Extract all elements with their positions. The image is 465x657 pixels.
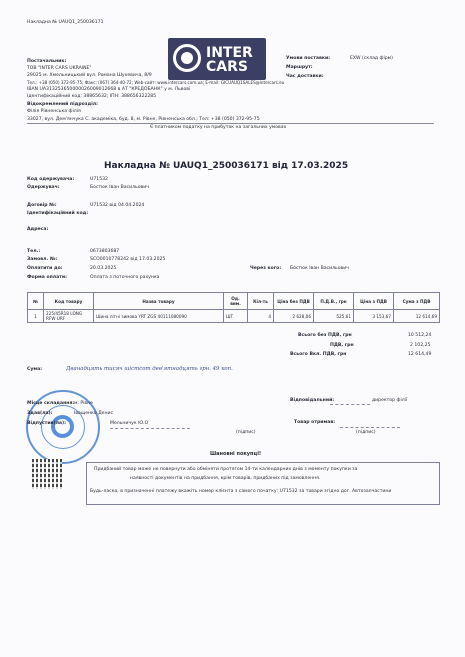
table-row: [28, 310, 440, 323]
row-qty: 4: [248, 310, 274, 323]
supplier-label: Постачальник:: [27, 59, 67, 64]
delivery-terms-value: EXW (склад фірм): [350, 56, 393, 61]
sum-words-label: Сума:: [27, 367, 43, 372]
branch-name: Філія Рівненська філія: [27, 109, 81, 114]
notice-line3: Будь-ласка, в призначенні платежу вкажіть номер клієнта з самого початку: U71532 за товари згідно дог. Автозапчастини: [90, 489, 392, 494]
col-sum-header: Сума з ПДВ: [394, 293, 440, 310]
col-qty-header: Кіл-ть: [248, 293, 274, 310]
supplier-address: 29025 м. Хмельницький вул. Романа Шухевича, 8/9: [27, 73, 152, 78]
branch-address: 33027, вул. Дем'янчука С. академіка, буд. 8, м. Рівне, Рівненська обл.; Тел: +38 (050) 372-95-75: [27, 117, 260, 122]
phone-value: 0673803687: [90, 249, 120, 254]
released-sign-caption: (підпис): [236, 430, 256, 435]
items-table: [27, 292, 440, 323]
responsible-label: Відповідальний:: [290, 398, 335, 403]
tax-note: Є платником податку на прибуток на загальних умовах: [150, 125, 287, 130]
responsible-value: директор філії: [372, 398, 408, 403]
row-sum: 12 614,69: [394, 310, 440, 323]
row-unit: ШТ: [224, 310, 248, 323]
row-vat: 525,61: [314, 310, 354, 323]
released-label: Відпустив(ла):: [27, 421, 66, 426]
goods-received-sign-line: [340, 427, 400, 428]
intercars-logo: [168, 38, 266, 80]
total-gross-value: 12 614,49: [408, 352, 432, 357]
notice-title: Шановні покупці!: [210, 451, 262, 457]
contract-label: Договір №:: [27, 203, 57, 208]
notice-line2: наявності документів на придбання, крім товарів, придбаних під замовлення.: [130, 476, 321, 481]
phone-label: Тел.:: [27, 249, 41, 254]
pay-until-value: 20.03.2025: [90, 266, 117, 271]
col-price-gross-header: Ціна з ПДВ: [354, 293, 394, 310]
supplier-ids: Ідентифікаційний код: 38865632; ІПН: 388656322285: [27, 94, 157, 99]
qr-code: [32, 459, 62, 489]
order-value: SCO0010778242 від 17.03.2025: [90, 257, 166, 262]
released-sign-line: [110, 428, 190, 429]
via-value: Бостюк Іван Васильович: [290, 266, 349, 271]
arrival-label: Час доставки:: [286, 74, 324, 79]
supplier-name: ТОВ "INTER CARS UKRAINE": [27, 66, 92, 71]
contract-value: U71532 від 04.04.2024: [90, 203, 145, 208]
handed-value: Іващенко Денис: [74, 411, 114, 416]
total-net-value: 10 512,24: [408, 333, 432, 338]
logo-text-line1: INTER: [206, 45, 253, 61]
issued-place-value: м. Рівне: [74, 401, 93, 406]
total-gross-label: Всього Вкл. ПДВ, грн: [290, 352, 347, 357]
row-code: 225/45R18 LONG RFW URF: [44, 310, 94, 323]
invoice-title: Накладна № UAUQ1_250036171 від 17.03.2025: [104, 161, 349, 171]
supplier-contacts: Тел.: +38 (050) 372-95-75; Факс: (067) 364-40-72; Web-сайт: www.intercars.com.ua; E-mail: GICUAUQ1SALES@intercars.eu: [27, 80, 285, 85]
header-divider: [27, 123, 434, 124]
total-net-label: Всього без ПДВ, грн: [298, 333, 352, 338]
supplier-iban: IBAN UA313253650000026009012668 в АТ "КРЕДОБАНК" у м. Львові: [27, 87, 191, 92]
idcode-label: Ідентифікаційний код:: [27, 211, 89, 216]
header-reference: Накладна № UAUQ1_250036171: [27, 20, 104, 25]
branch-label: Відокремлений підрозділ:: [27, 102, 98, 107]
total-vat-value: 2 102,25: [410, 343, 431, 348]
goods-received-label: Товар отримав:: [294, 420, 336, 425]
pay-until-label: Оплатити до:: [27, 266, 63, 271]
customer-code-value: U71532: [90, 177, 108, 182]
table-header-row: [28, 293, 440, 310]
customer-name-label: Одержувач:: [27, 185, 60, 190]
sum-words-value: Дванадцять тисяч шістсот дев'ятнадцять грн. 49 коп.: [66, 366, 233, 372]
logo-mark-icon: [173, 44, 201, 72]
responsible-sign-line: [330, 404, 370, 405]
notice-line1: Придбаний товар може не повернути або обміняти протягом 14-ти календарних днів з моменту покупки за: [94, 467, 358, 472]
via-label: Через кого:: [250, 266, 282, 271]
payment-form-label: Форма оплати:: [27, 275, 67, 280]
order-label: Замовл. №:: [27, 257, 58, 262]
logo-text-line2: CARS: [206, 59, 248, 75]
row-price-gross: 3 153,67: [354, 310, 394, 323]
total-vat-label: ПДВ, грн: [330, 343, 354, 348]
row-name: Шина літні зимова YRT ZGS 40111080090: [94, 310, 224, 323]
handed-label: Здав(ла):: [27, 411, 53, 416]
col-code-header: Код товару: [44, 293, 94, 310]
payment-form-value: Оплата з поточного рахунка: [90, 275, 160, 280]
issued-place-label: Місце складання:: [27, 401, 75, 406]
released-value: Мельничук Ю.О: [110, 421, 149, 426]
customer-name-value: Бостюк Іван Васильович: [90, 185, 149, 190]
route-label: Маршрут:: [286, 65, 313, 70]
col-vat-header: П.Д.В., грн: [314, 293, 354, 310]
delivery-terms-label: Умови поставки:: [286, 56, 331, 61]
col-price-net-header: Ціна без ПДВ: [274, 293, 314, 310]
col-unit-header: Од. вим.: [224, 293, 248, 310]
row-price-net: 2 628,06: [274, 310, 314, 323]
goods-received-sign-caption: (підпис): [356, 430, 376, 435]
col-num-header: №: [28, 293, 44, 310]
row-num: 1: [28, 310, 44, 323]
col-name-header: Назва товару: [94, 293, 224, 310]
customer-code-label: Код одержувача:: [27, 177, 75, 182]
address-label: Адреса:: [27, 227, 49, 232]
